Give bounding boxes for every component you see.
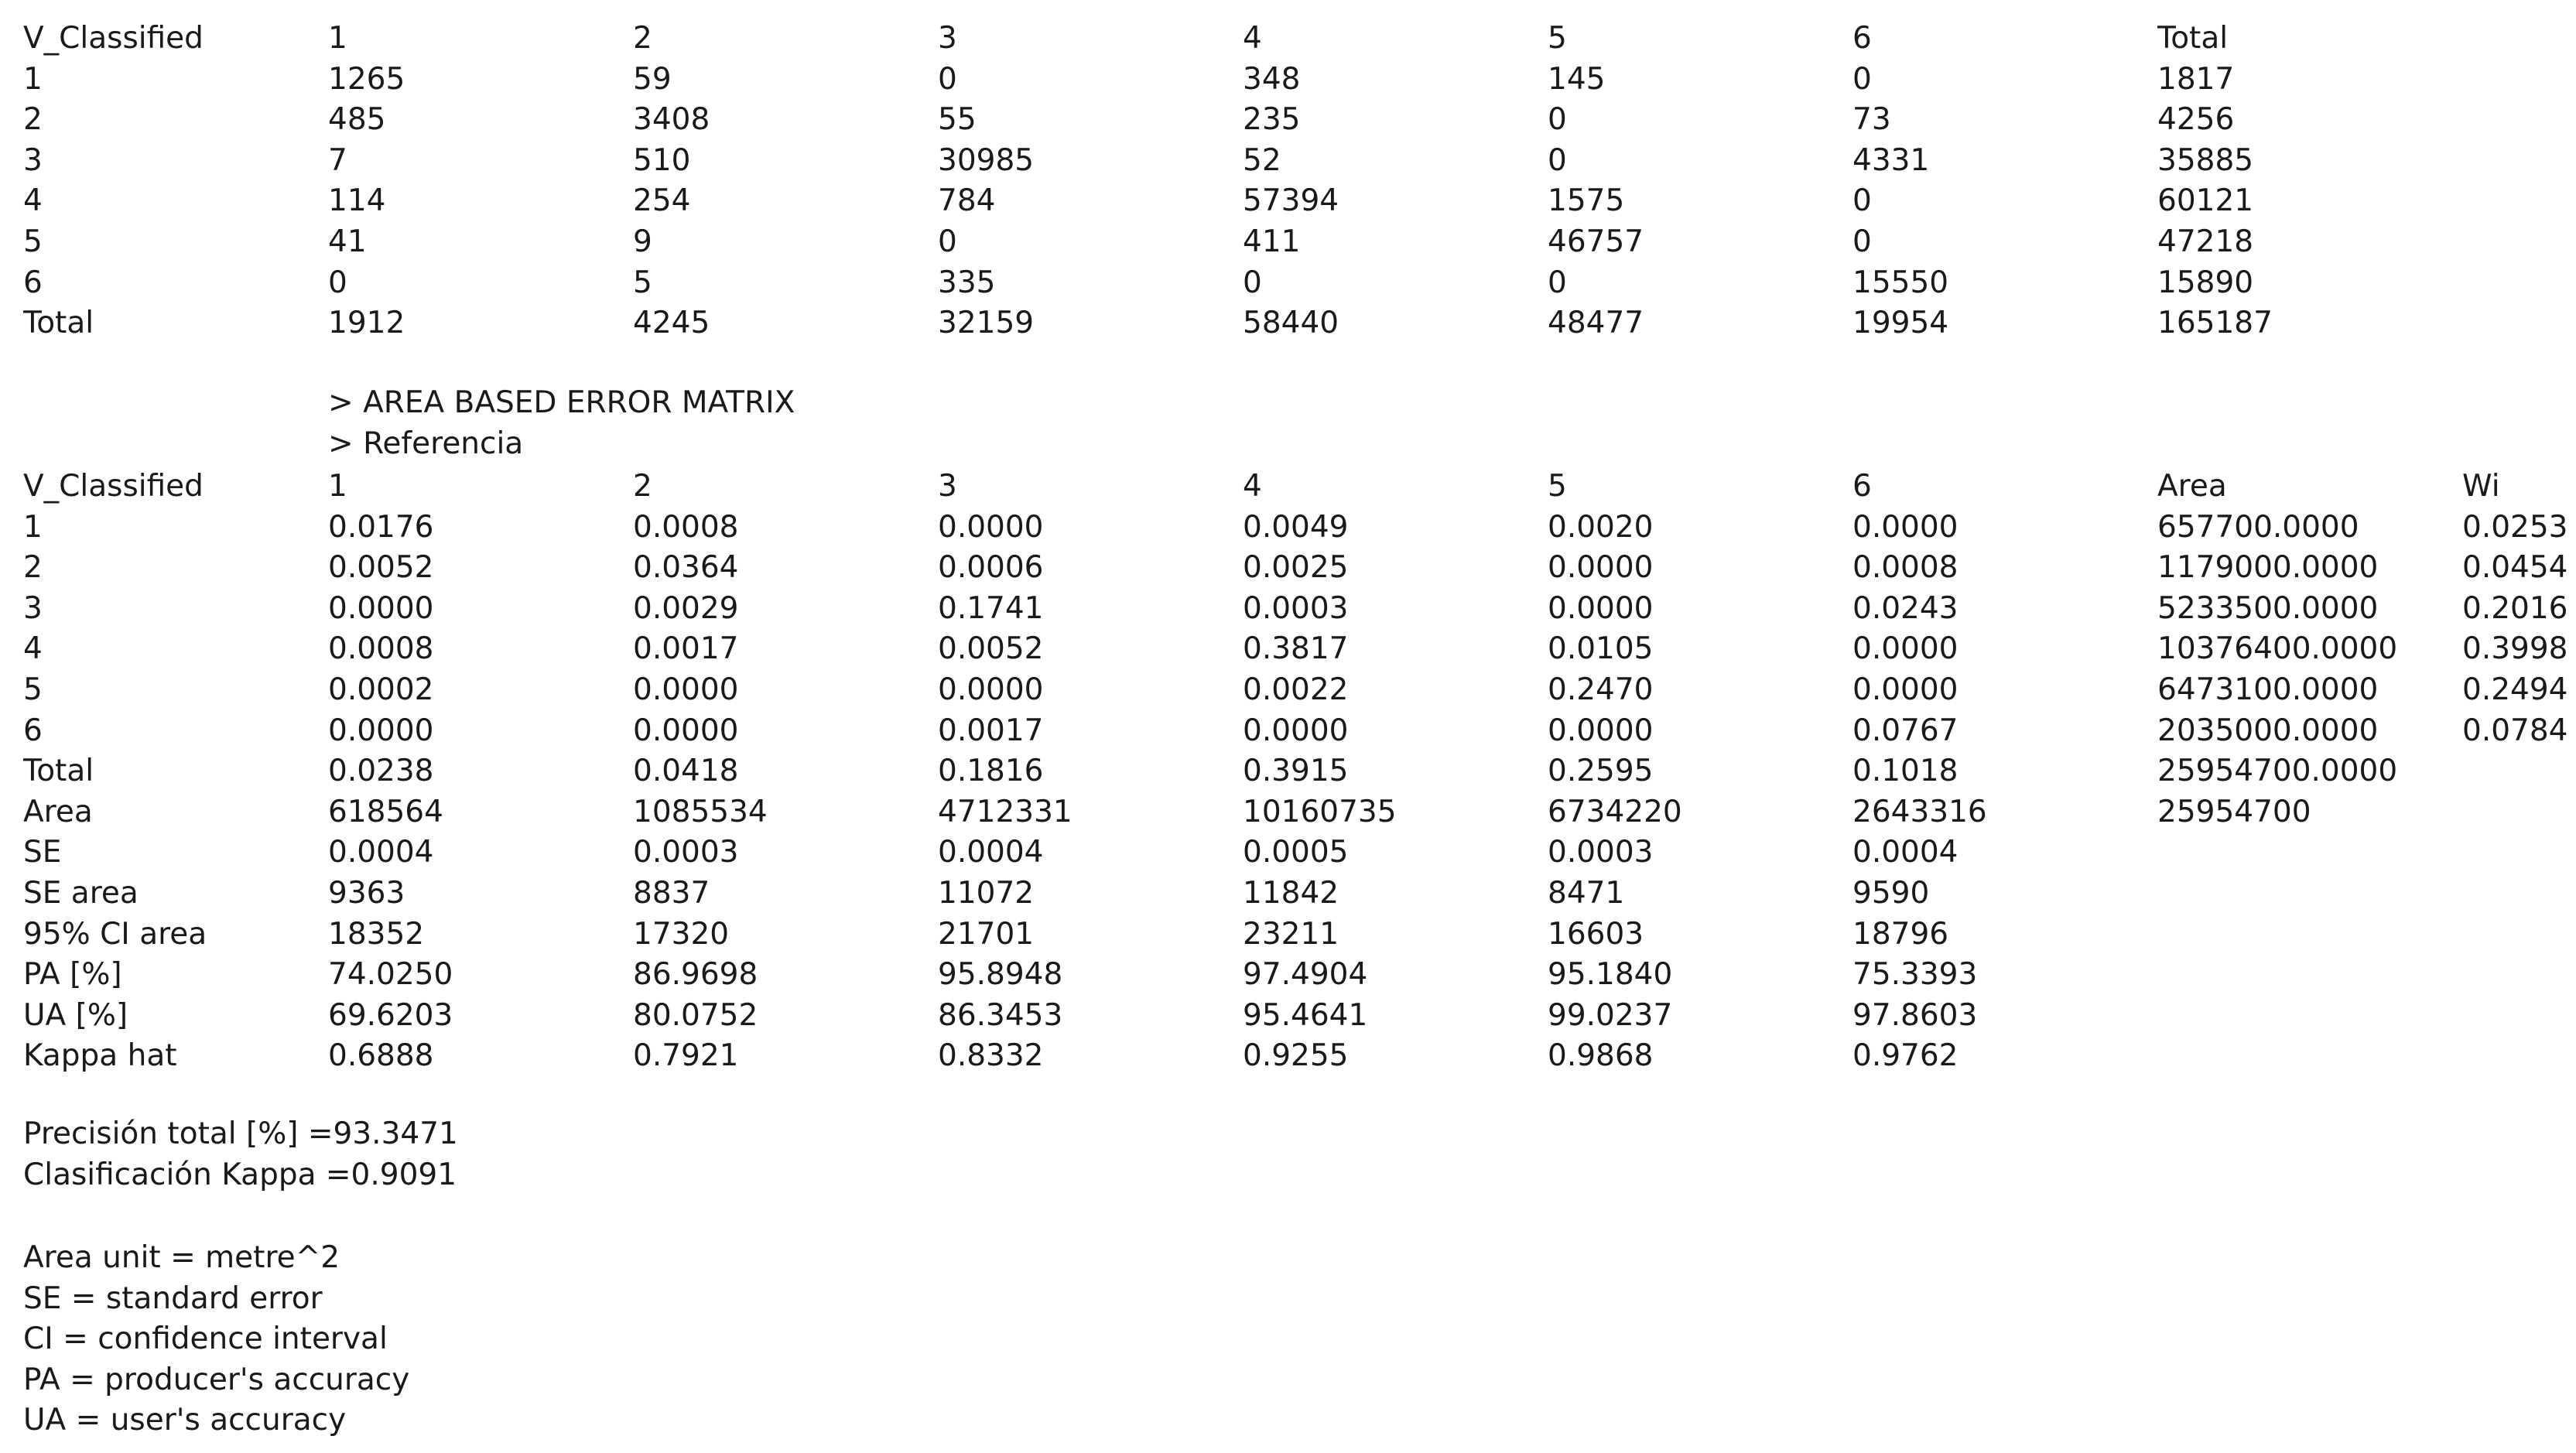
area-matrix-row (23, 589, 2576, 630)
area-matrix-cell: 95.1840 (1548, 957, 1673, 993)
area-matrix-cell: 0.0176 (328, 509, 434, 545)
area-matrix-cell (2462, 1036, 2576, 1077)
area-matrix-cell: 8837 (633, 875, 710, 911)
area-matrix-cell: 17320 (633, 916, 730, 952)
area-matrix-cell: 1179000.0000 (2157, 550, 2379, 586)
area-matrix-row-label: Kappa hat (23, 1038, 177, 1074)
area-matrix-cell: 0.0000 (1548, 550, 1654, 586)
area-matrix-cell: 74.0250 (328, 957, 453, 993)
area-matrix-cell: 18796 (1852, 916, 1949, 952)
area-matrix-cell: 0.0238 (328, 754, 434, 789)
area-matrix-cell: 97.8603 (1852, 997, 1978, 1033)
count-matrix-cell: 9 (633, 224, 652, 259)
area-matrix-cell: 18352 (328, 916, 425, 952)
area-matrix-row (23, 955, 2576, 996)
area-matrix-cell: 0.0000 (1548, 590, 1654, 626)
area-matrix-subtitle: > Referencia (328, 426, 524, 461)
count-matrix-cell: 73 (1852, 102, 1891, 138)
area-matrix-cell: 0.2494 (2462, 672, 2568, 707)
area-matrix-row-label: Area (23, 794, 93, 829)
area-matrix-cell: 0.0000 (633, 713, 739, 748)
area-matrix-cell (2462, 955, 2576, 996)
area-matrix-cell: 11842 (1243, 875, 1339, 911)
count-matrix-cell: 2 (633, 21, 652, 56)
count-matrix-row-label: 6 (23, 265, 43, 300)
area-matrix-cell: 2643316 (1852, 794, 1987, 829)
count-matrix-cell: 47218 (2157, 224, 2254, 259)
area-matrix-cell (2462, 832, 2576, 874)
area-matrix-header-row (23, 467, 2576, 508)
count-matrix-row (23, 303, 2576, 344)
area-matrix-cell: 0.0000 (1852, 509, 1959, 545)
count-matrix-header-row (23, 19, 2576, 60)
count-matrix-cell: 485 (328, 102, 386, 138)
area-matrix-cell: 99.0237 (1548, 997, 1673, 1033)
count-matrix-body (23, 19, 2576, 344)
count-matrix-cell: 0 (1243, 265, 1262, 300)
area-matrix-row-label: 1 (23, 509, 43, 545)
area-matrix-cell (2157, 874, 2462, 915)
count-matrix-cell: 348 (1243, 61, 1301, 97)
area-matrix-row (23, 548, 2576, 589)
count-matrix-cell: 32159 (938, 306, 1035, 341)
area-matrix-cell: 1 (328, 469, 347, 504)
count-matrix-row-label: Total (23, 306, 94, 341)
kappa-classification: Clasificación Kappa =0.9091 (23, 1157, 457, 1192)
count-matrix-cell: 4256 (2157, 102, 2235, 138)
area-matrix-cell: 0.0004 (938, 835, 1044, 870)
area-matrix-row-label: SE area (23, 875, 139, 911)
area-matrix-cell: 0.1741 (938, 590, 1044, 626)
area-matrix-cell: 0.0004 (1852, 835, 1959, 870)
area-matrix-cell (2157, 996, 2462, 1037)
area-matrix-cell: 10160735 (1243, 794, 1397, 829)
area-matrix-cell: Wi (2462, 469, 2500, 504)
area-matrix-cell: 75.3393 (1852, 957, 1978, 993)
count-matrix-cell: 0 (1852, 224, 1872, 259)
count-matrix-cell: 58440 (1243, 306, 1339, 341)
count-matrix-cell: 59 (633, 61, 672, 97)
legend-ci: CI = confidence interval (23, 1321, 388, 1357)
area-matrix-cell: 2035000.0000 (2157, 713, 2379, 748)
count-matrix-row (23, 60, 2576, 101)
area-matrix-cell: 9363 (328, 875, 405, 911)
area-matrix-cell: 5 (1548, 469, 1567, 504)
area-matrix-cell: 5233500.0000 (2157, 590, 2379, 626)
area-matrix-cell: 2 (633, 469, 652, 504)
count-matrix-cell: 60121 (2157, 183, 2254, 219)
area-matrix-cell: 0.3915 (1243, 754, 1349, 789)
count-matrix-cell: 0 (938, 61, 957, 97)
area-matrix-cell: 0.0000 (938, 672, 1044, 707)
area-matrix-cell: 618564 (328, 794, 443, 829)
area-matrix-cell: 0.0000 (1852, 672, 1959, 707)
area-matrix-cell: 95.4641 (1243, 997, 1368, 1033)
count-matrix-cell: 235 (1243, 102, 1301, 138)
count-matrix-row (23, 181, 2576, 222)
area-matrix-cell: 0.0000 (328, 590, 434, 626)
count-matrix-cell: 1817 (2157, 61, 2235, 97)
area-matrix-cell: 0.0000 (328, 713, 434, 748)
area-matrix-cell: 0.0364 (633, 550, 739, 586)
count-matrix-cell: 0 (1852, 183, 1872, 219)
area-matrix-cell: 0.1816 (938, 754, 1044, 789)
area-matrix-cell: 1085534 (633, 794, 768, 829)
area-matrix-cell: 25954700.0000 (2157, 754, 2398, 789)
area-matrix-cell (2157, 832, 2462, 874)
count-matrix-cell: 0 (938, 224, 957, 259)
count-matrix-cell: Total (2157, 21, 2229, 56)
summary-block (23, 1114, 458, 1195)
area-matrix-row (23, 1036, 2576, 1077)
area-matrix-cell (2157, 915, 2462, 956)
area-matrix-row-label: V_Classified (23, 469, 204, 504)
area-matrix-cell: 9590 (1852, 875, 1930, 911)
area-matrix-cell: 69.6203 (328, 997, 453, 1033)
area-matrix-cell: 11072 (938, 875, 1035, 911)
count-matrix-cell: 411 (1243, 224, 1301, 259)
area-matrix-cell: 0.0000 (1852, 631, 1959, 667)
area-matrix-cell: 8471 (1548, 875, 1625, 911)
count-matrix-cell: 57394 (1243, 183, 1339, 219)
area-matrix-cell: 0.0052 (938, 631, 1044, 667)
area-matrix-cell: 0.9762 (1852, 1038, 1959, 1074)
area-matrix-cell: 0.0000 (938, 509, 1044, 545)
area-matrix-cell: 0.7921 (633, 1038, 739, 1074)
count-matrix-cell: 335 (938, 265, 996, 300)
area-matrix-row (23, 629, 2576, 670)
area-matrix-row (23, 915, 2576, 956)
count-matrix-cell: 254 (633, 183, 691, 219)
area-matrix-cell: 0.0008 (1852, 550, 1959, 586)
area-matrix-cell: 0.8332 (938, 1038, 1044, 1074)
count-matrix-cell: 5 (633, 265, 652, 300)
area-matrix-row-label: UA [%] (23, 997, 128, 1033)
count-matrix-cell: 15890 (2157, 265, 2254, 300)
area-matrix-cell: Area (2157, 469, 2227, 504)
area-matrix-cell: 0.0022 (1243, 672, 1349, 707)
count-matrix-cell: 510 (633, 142, 691, 178)
count-matrix-cell: 4245 (633, 306, 710, 341)
area-matrix-row-label: 4 (23, 631, 43, 667)
area-matrix-cell: 6473100.0000 (2157, 672, 2379, 707)
area-matrix-cell (2462, 996, 2576, 1037)
area-matrix-cell: 23211 (1243, 916, 1339, 952)
area-matrix-cell: 0.0243 (1852, 590, 1959, 626)
legend-pa: PA = producer's accuracy (23, 1362, 410, 1397)
count-matrix-cell: 35885 (2157, 142, 2254, 178)
area-matrix-cell (2462, 915, 2576, 956)
area-matrix-cell: 0.0000 (1548, 713, 1654, 748)
area-matrix-cell: 0.1018 (1852, 754, 1959, 789)
area-matrix-title: > AREA BASED ERROR MATRIX (328, 385, 795, 420)
area-matrix-row (23, 711, 2576, 752)
area-matrix-row-label: SE (23, 835, 62, 870)
area-matrix-cell: 25954700 (2157, 794, 2311, 829)
count-matrix-cell: 0 (1548, 265, 1567, 300)
area-matrix-cell: 0.0029 (633, 590, 739, 626)
count-matrix-row (23, 100, 2576, 141)
count-matrix-row (23, 141, 2576, 182)
area-matrix-cell: 0.0020 (1548, 509, 1654, 545)
count-matrix-cell: 784 (938, 183, 996, 219)
area-matrix-cell: 0.0006 (938, 550, 1044, 586)
area-matrix-cell: 3 (938, 469, 957, 504)
area-matrix-cell: 0.0003 (1548, 835, 1654, 870)
area-matrix-row-label: 3 (23, 590, 43, 626)
area-matrix-cell (2462, 792, 2576, 833)
area-matrix-cell: 86.9698 (633, 957, 758, 993)
area-matrix-cell: 21701 (938, 916, 1035, 952)
area-matrix-cell: 0.0000 (1243, 713, 1349, 748)
area-matrix-cell: 0.0253 (2462, 509, 2568, 545)
area-matrix-cell (2157, 1036, 2462, 1077)
count-matrix-cell: 1912 (328, 306, 405, 341)
area-matrix-cell: 0.0002 (328, 672, 434, 707)
count-matrix-cell: 0 (1548, 142, 1567, 178)
area-matrix-cell (2462, 751, 2576, 792)
legend-area-unit: Area unit = metre^2 (23, 1240, 340, 1275)
area-matrix-cell: 95.8948 (938, 957, 1063, 993)
area-matrix-cell: 16603 (1548, 916, 1644, 952)
area-matrix-row-label: 2 (23, 550, 43, 586)
area-matrix-cell: 0.3817 (1243, 631, 1349, 667)
area-matrix-cell: 0.0049 (1243, 509, 1349, 545)
area-matrix-row (23, 670, 2576, 711)
area-matrix-cell: 97.4904 (1243, 957, 1368, 993)
area-matrix-cell: 0.0025 (1243, 550, 1349, 586)
area-matrix-row (23, 832, 2576, 874)
area-matrix-cell: 0.0003 (633, 835, 739, 870)
count-matrix-cell: 7 (328, 142, 347, 178)
count-matrix-row-label: 2 (23, 102, 43, 138)
area-matrix-cell: 0.0052 (328, 550, 434, 586)
area-matrix-cell: 657700.0000 (2157, 509, 2359, 545)
area-matrix-cell: 0.0418 (633, 754, 739, 789)
area-matrix-row (23, 508, 2576, 549)
area-matrix-cell: 0.9868 (1548, 1038, 1654, 1074)
legend-ua: UA = user's accuracy (23, 1403, 347, 1438)
count-matrix-row-label: 5 (23, 224, 43, 259)
count-matrix-cell: 4 (1243, 21, 1262, 56)
count-matrix-cell: 30985 (938, 142, 1035, 178)
area-matrix-row-label: 95% CI area (23, 916, 207, 952)
area-matrix-cell: 0.2595 (1548, 754, 1654, 789)
count-matrix-cell: 15550 (1852, 265, 1949, 300)
area-matrix-cell: 0.0000 (633, 672, 739, 707)
count-matrix-cell: 41 (328, 224, 367, 259)
count-matrix-cell: 48477 (1548, 306, 1644, 341)
count-matrix-cell: 6 (1852, 21, 1872, 56)
count-matrix-row-label: V_Classified (23, 21, 204, 56)
area-matrix-cell (2462, 874, 2576, 915)
count-matrix-cell: 1575 (1548, 183, 1625, 219)
area-matrix-cell: 0.0017 (633, 631, 739, 667)
area-matrix-row-label: PA [%] (23, 957, 122, 993)
area-matrix-body (23, 467, 2576, 1077)
area-matrix-cell: 0.0003 (1243, 590, 1349, 626)
area-matrix-cell: 0.0005 (1243, 835, 1349, 870)
count-matrix-row (23, 222, 2576, 263)
area-matrix-row (23, 874, 2576, 915)
area-matrix-cell: 0.0784 (2462, 713, 2568, 748)
count-matrix-cell: 0 (1852, 61, 1872, 97)
count-matrix-cell: 52 (1243, 142, 1281, 178)
legend-se: SE = standard error (23, 1280, 323, 1316)
area-matrix-cell: 4 (1243, 469, 1262, 504)
count-matrix-cell: 0 (1548, 102, 1567, 138)
area-matrix-cell: 0.2470 (1548, 672, 1654, 707)
area-matrix-cell: 0.0454 (2462, 550, 2568, 586)
area-matrix-cell: 4712331 (938, 794, 1072, 829)
count-matrix-cell: 19954 (1852, 306, 1949, 341)
area-matrix-cell: 0.3998 (2462, 631, 2568, 667)
count-matrix-cell: 3408 (633, 102, 710, 138)
area-error-matrix (23, 467, 2576, 1077)
count-matrix-cell: 1265 (328, 61, 405, 97)
area-matrix-cell: 0.6888 (328, 1038, 434, 1074)
legend-block (23, 1238, 409, 1441)
area-matrix-cell: 0.0767 (1852, 713, 1959, 748)
area-matrix-cell: 6734220 (1548, 794, 1682, 829)
count-matrix-row-label: 1 (23, 61, 43, 97)
area-matrix-cell: 0.9255 (1243, 1038, 1349, 1074)
area-matrix-cell: 80.0752 (633, 997, 758, 1033)
area-matrix-cell: 10376400.0000 (2157, 631, 2398, 667)
area-matrix-cell: 0.0105 (1548, 631, 1654, 667)
area-matrix-row-label: 6 (23, 713, 43, 748)
count-matrix-cell: 3 (938, 21, 957, 56)
count-matrix-cell: 4331 (1852, 142, 1930, 178)
area-matrix-row (23, 792, 2576, 833)
area-matrix-row-label: Total (23, 754, 94, 789)
count-matrix-cell: 165187 (2157, 306, 2273, 341)
area-matrix-row-label: 5 (23, 672, 43, 707)
area-matrix-cell: 6 (1852, 469, 1872, 504)
area-matrix-cell: 0.0008 (633, 509, 739, 545)
area-matrix-row (23, 751, 2576, 792)
count-matrix-cell: 1 (328, 21, 347, 56)
area-matrix-cell: 0.0004 (328, 835, 434, 870)
count-matrix-row (23, 263, 2576, 304)
area-matrix-cell: 0.0017 (938, 713, 1044, 748)
count-matrix-row-label: 4 (23, 183, 43, 219)
area-matrix-cell: 86.3453 (938, 997, 1063, 1033)
count-matrix-cell: 46757 (1548, 224, 1644, 259)
area-matrix-cell: 0.2016 (2462, 590, 2568, 626)
count-matrix-cell: 5 (1548, 21, 1567, 56)
overall-accuracy: Precisión total [%] =93.3471 (23, 1116, 458, 1151)
count-matrix-cell: 0 (328, 265, 347, 300)
count-matrix-cell: 55 (938, 102, 977, 138)
area-matrix-row (23, 996, 2576, 1037)
count-matrix-row-label: 3 (23, 142, 43, 178)
count-matrix-cell: 145 (1548, 61, 1606, 97)
count-error-matrix (23, 19, 2576, 344)
area-matrix-cell: 0.0008 (328, 631, 434, 667)
count-matrix-cell: 114 (328, 183, 386, 219)
area-matrix-cell (2157, 955, 2462, 996)
